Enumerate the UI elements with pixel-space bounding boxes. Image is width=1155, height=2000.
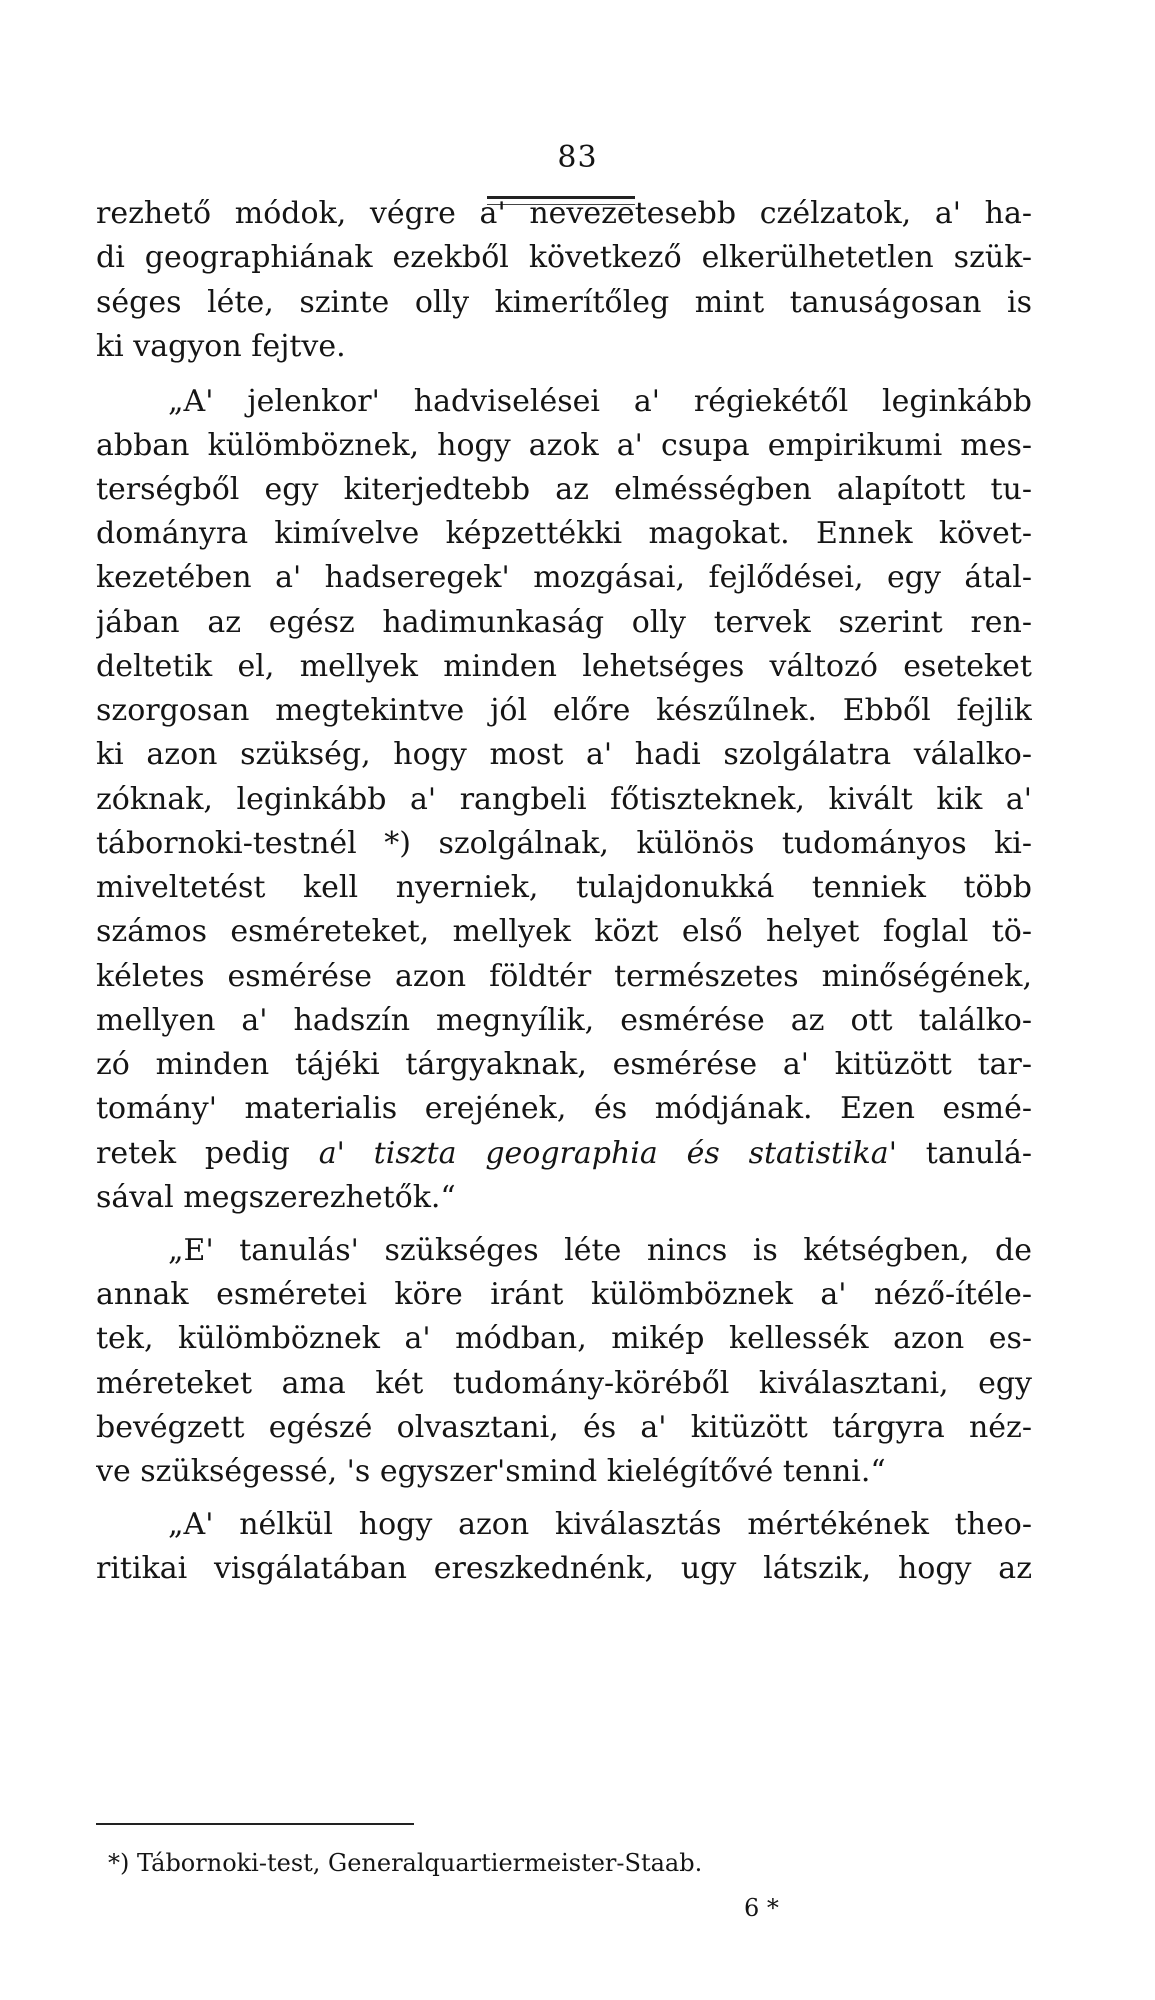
text-line: annak esméretei köre iránt külömböznek a' néző-ítéle- <box>96 1277 1032 1312</box>
text-line: ve szükségessé, 's egyszer'smind kielégítővé tenni.“ <box>96 1454 886 1489</box>
text-line: számos esméreteket, mellyek közt első helyet foglal tö- <box>96 914 1032 949</box>
text-line: terségből egy kiterjedtebb az elmésségben alapított tu- <box>96 472 1032 507</box>
text-line: abban külömböznek, hogy azok a' csupa empirikumi mes- <box>96 428 1032 463</box>
paragraph-first-line: „A' jelenkor' hadviselései a' régiekétől leginkább <box>168 384 1032 419</box>
text-line: ki azon szükség, hogy most a' hadi szolgálatra válalko- <box>96 737 1032 772</box>
text-line: di geographiának ezekből következő elkerülhetetlen szük- <box>96 240 1032 275</box>
text-line: rezhető módok, végre a' nevezetesebb czélzatok, a' ha- <box>96 196 1032 231</box>
text-line: tek, külömböznek a' módban, mikép kellessék azon es- <box>96 1321 1032 1356</box>
text-line: zó minden tájéki tárgyaknak, esmérése a' kitüzött tar- <box>96 1047 1032 1082</box>
text-line: deltetik el, mellyek minden lehetséges változó eseteket <box>96 649 1032 684</box>
text-line: jában az egész hadimunkaság olly tervek szerint ren- <box>96 605 1032 640</box>
text-line: tábornoki-testnél *) szolgálnak, különös tudományos ki- <box>96 826 1032 861</box>
text-line: méreteket ama két tudomány-köréből kiválasztani, egy <box>96 1366 1032 1401</box>
text-line: kezetében a' hadseregek' mozgásai, fejlődései, egy átal- <box>96 560 1032 595</box>
text-span: tanulá- <box>896 1136 1032 1171</box>
text-line: miveltetést kell nyerniek, tulajdonukká tenniek több <box>96 870 1032 905</box>
text-span: retek pedig <box>96 1136 319 1171</box>
text-line: bevégzett egészé olvasztani, és a' kitüzött tárgyra néz- <box>96 1410 1032 1445</box>
text-line-with-italic <box>96 1132 1032 1176</box>
text-line: ritikai visgálatában ereszkednénk, ugy látszik, hogy az <box>96 1551 1032 1586</box>
text-line: mellyen a' hadszín megnyílik, esmérése az ott találko- <box>96 1003 1032 1038</box>
text-line: zóknak, leginkább a' rangbeli főtiszteknek, kivált kik a' <box>96 782 1032 817</box>
page-number: 83 <box>557 140 598 175</box>
text-line: szorgosan megtekintve jól előre készűlnek. Ebből fejlik <box>96 693 1032 728</box>
signature-mark: 6 * <box>744 1894 779 1922</box>
italic-phrase: a' tiszta geographia és statistika' <box>318 1136 897 1171</box>
footnote-rule <box>96 1823 414 1825</box>
text-line: tomány' materialis erejének, és módjának. Ezen esmé- <box>96 1091 1032 1126</box>
text-line: sával megszerezhetők.“ <box>96 1180 456 1215</box>
text-line: kéletes esmérése azon földtér természetes minőségének, <box>96 959 1032 994</box>
text-line: ki vagyon fejtve. <box>96 329 346 364</box>
text-line: dományra kimívelve képzettékki magokat. Ennek követ- <box>96 516 1032 551</box>
paragraph-first-line: „E' tanulás' szükséges léte nincs is kétségben, de <box>168 1233 1032 1268</box>
footnote: *) Tábornoki-test, Generalquartiermeister-Staab. <box>108 1849 703 1877</box>
text-line: séges léte, szinte olly kimerítőleg mint tanuságosan is <box>96 285 1032 320</box>
paragraph-first-line: „A' nélkül hogy azon kiválasztás mértékének theo- <box>168 1507 1032 1542</box>
